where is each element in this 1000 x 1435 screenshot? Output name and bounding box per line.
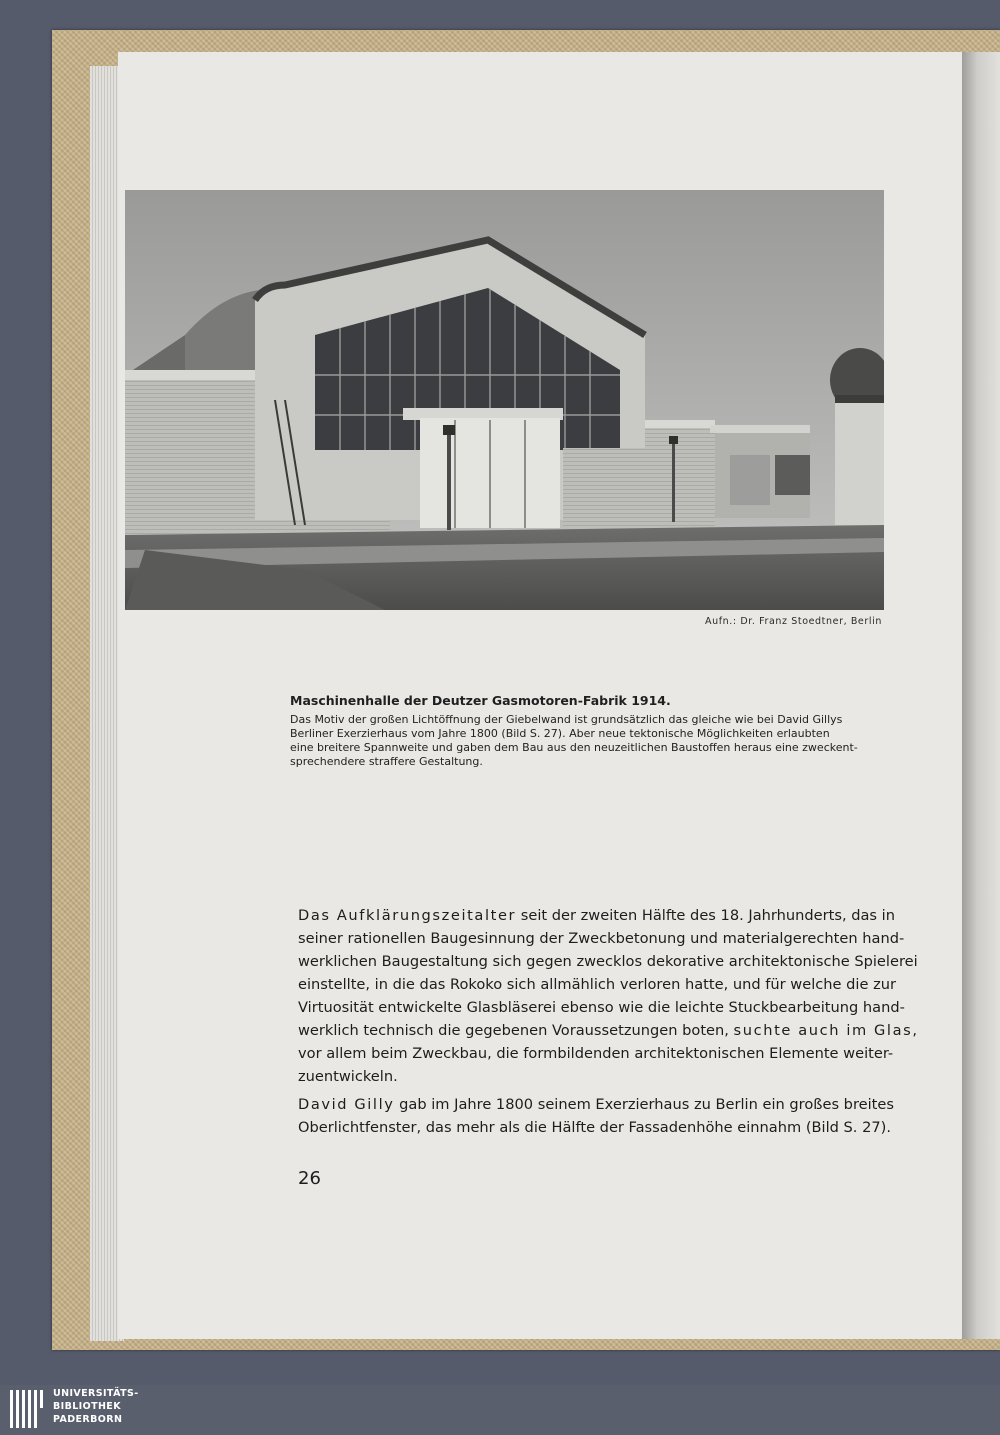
- caption-line: eine breitere Spannweite und gaben dem Bau aus den neuzeitlichen Baustoffen heraus eine zweckent-: [290, 741, 858, 754]
- caption-title: Maschinenhalle der Deutzer Gasmotoren-Fabrik 1914.: [290, 693, 671, 708]
- body-line: [298, 907, 895, 924]
- emphasis-text: suchte auch im Glas,: [733, 1022, 919, 1039]
- emphasis-text: Das Aufklärungszeitalter: [298, 907, 517, 924]
- factory-hall-photo: [125, 190, 884, 610]
- library-name-line: UNIVERSITÄTS-: [53, 1388, 139, 1399]
- footer-bar: [0, 1385, 1000, 1435]
- library-name-line: BIBLIOTHEK: [53, 1401, 121, 1412]
- page-number: 26: [298, 1168, 321, 1189]
- emphasis-text: David Gilly: [298, 1096, 395, 1113]
- body-line: zuentwickeln.: [298, 1068, 398, 1085]
- library-name-line: PADERBORN: [53, 1414, 123, 1425]
- caption-line: sprechendere straffere Gestaltung.: [290, 755, 483, 768]
- body-line: werklichen Baugestaltung sich gegen zwecklos dekorative architektonische Spielerei: [298, 953, 918, 970]
- next-page-edge: [962, 52, 1000, 1339]
- photo-credit: Aufn.: Dr. Franz Stoedtner, Berlin: [705, 616, 882, 627]
- body-text: gab im Jahre 1800 seinem Exerzierhaus zu Berlin ein großes breites: [394, 1096, 894, 1113]
- body-line: Virtuosität entwickelte Glasbläserei ebenso wie die leichte Stuckbearbeitung hand-: [298, 999, 905, 1016]
- caption-line: Das Motiv der großen Lichtöffnung der Giebelwand ist grundsätzlich das gleiche wie bei David Gillys: [290, 713, 843, 726]
- library-logo-icon: [8, 1388, 48, 1430]
- body-line: [298, 1096, 894, 1113]
- body-line: [298, 1022, 919, 1039]
- caption-line: Berliner Exerzierhaus vom Jahre 1800 (Bild S. 27). Aber neue tektonische Möglichkeiten erlaubten: [290, 727, 830, 740]
- body-line: einstellte, in die das Rokoko sich allmählich verloren hatte, und für welche die zur: [298, 976, 896, 993]
- body-line: Oberlichtfenster, das mehr als die Hälfte der Fassadenhöhe einnahm (Bild S. 27).: [298, 1119, 891, 1136]
- body-text: werklich technisch die gegebenen Voraussetzungen boten,: [298, 1022, 734, 1039]
- body-text: seit der zweiten Hälfte des 18. Jahrhunderts, das in: [516, 907, 895, 924]
- body-line: seiner rationellen Baugesinnung der Zweckbetonung und materialgerechten hand-: [298, 930, 905, 947]
- body-line: vor allem beim Zweckbau, die formbildenden architektonischen Elemente weiter-: [298, 1045, 894, 1062]
